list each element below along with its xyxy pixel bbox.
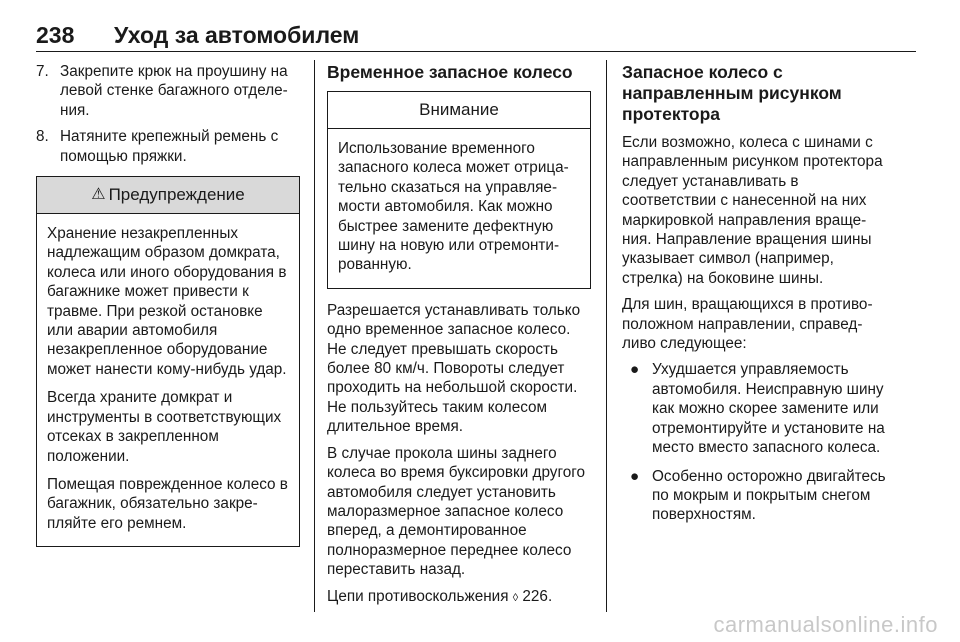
warning-paragraph: Хранение незакрепленных надлежащим образом домкрата, колеса или иного оборудования в багажнике может привести к травме. При резкой остановке или аварии автомобиля незакрепленное оборудование может нанести кому-нибудь удар.	[47, 225, 287, 378]
reference-text: Цепи противоскольжения	[327, 587, 509, 605]
warning-paragraph: Всегда храните домкрат и инструменты в соответствующих отсеках в закрепленном положении.	[47, 389, 282, 465]
list-item-text: Особенно осторожно двигайтесь по мокрым и покрытым снегом поверхностям.	[652, 467, 886, 524]
step-item	[36, 127, 300, 166]
list-item	[622, 467, 890, 525]
step-number: 8.	[36, 128, 49, 146]
step-text: Закрепите крюк на проушину на левой стенке багажного отделения.	[60, 63, 288, 119]
column-divider	[606, 60, 607, 612]
bullet-icon: ●	[630, 361, 640, 379]
notice-box	[327, 91, 591, 289]
column-middle	[327, 62, 591, 615]
body-paragraph: Если возможно, колеса с шинами с направленным рисунком протектора следует устанавливать в соответствии с нанесенной на них маркировкой направления вращения. Направление вращения шины указывает символ (например, стрелка) на боковине шины.	[622, 134, 883, 287]
warning-body	[37, 214, 299, 546]
page-title: Уход за автомобилем	[114, 22, 360, 48]
cross-reference[interactable]	[327, 587, 591, 608]
bullet-icon: ●	[630, 467, 640, 485]
notice-header	[328, 92, 590, 129]
warning-title: Предупреждение	[108, 185, 245, 205]
section-heading: Запасное колесо с направленным рисунком протектора	[622, 62, 842, 124]
column-left	[36, 62, 300, 547]
body-paragraph: Разрешается устанавливать только одно временное запасное колесо. Не следует превышать скорость более 80 км/ч. Повороты следует проходить на небольшой скорости. Не пользуйтесь таким колесом длительное время.	[327, 301, 581, 436]
warning-paragraph: Помещая поврежденное колесо в багажник, обязательно закрепляйте его ремнем.	[47, 475, 288, 532]
notice-title: Внимание	[419, 100, 499, 120]
column-right	[622, 62, 890, 534]
watermark: carmanualsonline.info	[713, 612, 938, 637]
page-header	[36, 22, 359, 49]
column-divider	[314, 60, 315, 612]
notice-text: Использование временного запасного колеса может отрицательно сказаться на управляемости автомобиля. Как можно быстрее замените дефектную шину на новую или отремонтированную.	[338, 140, 569, 274]
header-rule	[36, 51, 916, 52]
list-item	[622, 360, 890, 457]
reference-page: 226.	[522, 587, 553, 605]
step-text: Натяните крепежный ремень с помощью пряжки.	[60, 128, 279, 165]
notice-body	[328, 129, 590, 288]
step-item	[36, 62, 300, 120]
body-paragraph: В случае прокола шины заднего колеса во время буксировки другого автомобиля следует установить малоразмерное запасное колесо вперед, а демонтированное полноразмерное переднее колесо переставить назад.	[327, 444, 585, 579]
warning-triangle-icon: ⚠	[91, 186, 106, 204]
list-item-text: Ухудшается управляемость автомобиля. Неисправную шину как можно скорее замените или отремонтируйте и установите на место вместо запасного колеса.	[652, 361, 885, 457]
page-number: 238	[36, 22, 75, 48]
step-number: 7.	[36, 63, 49, 80]
bullet-list	[622, 360, 890, 524]
section-heading: Временное запасное колесо	[327, 62, 573, 82]
warning-header	[37, 177, 299, 214]
warning-box	[36, 176, 300, 547]
page-ref-icon: ◊	[512, 591, 519, 604]
body-paragraph: Для шин, вращающихся в противоположном направлении, справедливо следующее:	[622, 296, 873, 353]
